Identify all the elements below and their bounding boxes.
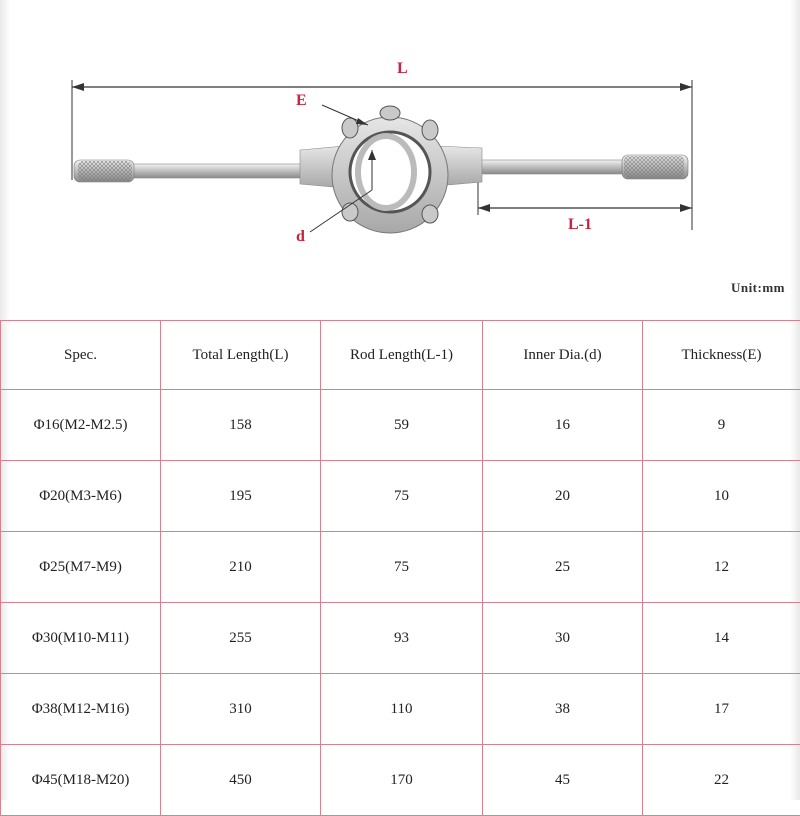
cell-inner-dia: 20 (483, 461, 643, 532)
arrow-right-L (680, 83, 692, 91)
header-thickness: Thickness(E) (643, 321, 800, 390)
cell-rod-length: 110 (321, 674, 483, 745)
cell-inner-dia: 38 (483, 674, 643, 745)
header-spec: Spec. (1, 321, 161, 390)
table-row (1, 390, 800, 461)
table-row (1, 461, 800, 532)
cell-total-length: 450 (161, 745, 321, 816)
cell-inner-dia: 45 (483, 745, 643, 816)
cell-spec: Φ45(M18-M20) (1, 745, 161, 816)
cell-thickness: 17 (643, 674, 800, 745)
label-d: d (296, 228, 305, 246)
table-row (1, 745, 800, 816)
cell-total-length: 210 (161, 532, 321, 603)
cell-spec: Φ38(M12-M16) (1, 674, 161, 745)
label-L: L (397, 60, 408, 78)
header-inner-dia: Inner Dia.(d) (483, 321, 643, 390)
grip-left-knurl (78, 161, 132, 181)
label-E: E (296, 92, 307, 110)
arrow-left-L1 (478, 204, 490, 212)
cell-inner-dia: 30 (483, 603, 643, 674)
spec-table (0, 320, 800, 816)
cell-rod-length: 75 (321, 532, 483, 603)
cell-thickness: 14 (643, 603, 800, 674)
label-L1: L-1 (568, 216, 592, 234)
cell-spec: Φ30(M10-M11) (1, 603, 161, 674)
cell-rod-length: 170 (321, 745, 483, 816)
header-rod-length: Rod Length(L-1) (321, 321, 483, 390)
cell-thickness: 10 (643, 461, 800, 532)
cell-thickness: 22 (643, 745, 800, 816)
cell-spec: Φ16(M2-M2.5) (1, 390, 161, 461)
cell-spec: Φ25(M7-M9) (1, 532, 161, 603)
cell-total-length: 255 (161, 603, 321, 674)
rod-right (470, 160, 630, 174)
table-row (1, 603, 800, 674)
cell-total-length: 195 (161, 461, 321, 532)
header-row (1, 321, 800, 390)
cell-thickness: 12 (643, 532, 800, 603)
cell-rod-length: 93 (321, 603, 483, 674)
unit-label: Unit:mm (731, 280, 785, 296)
table-row (1, 532, 800, 603)
rod-left (130, 164, 310, 178)
arrow-left-L (72, 83, 84, 91)
cell-inner-dia: 25 (483, 532, 643, 603)
cell-rod-length: 59 (321, 390, 483, 461)
arrow-right-L1 (680, 204, 692, 212)
cell-spec: Φ20(M3-M6) (1, 461, 161, 532)
table-row (1, 674, 800, 745)
cell-total-length: 158 (161, 390, 321, 461)
cell-inner-dia: 16 (483, 390, 643, 461)
die-holder-bore (350, 132, 430, 212)
cell-total-length: 310 (161, 674, 321, 745)
cell-thickness: 9 (643, 390, 800, 461)
header-total-length: Total Length(L) (161, 321, 321, 390)
cell-rod-length: 75 (321, 461, 483, 532)
die-stock-diagram (0, 0, 800, 270)
arrow-E (356, 118, 368, 125)
grip-right-knurl (624, 156, 684, 178)
